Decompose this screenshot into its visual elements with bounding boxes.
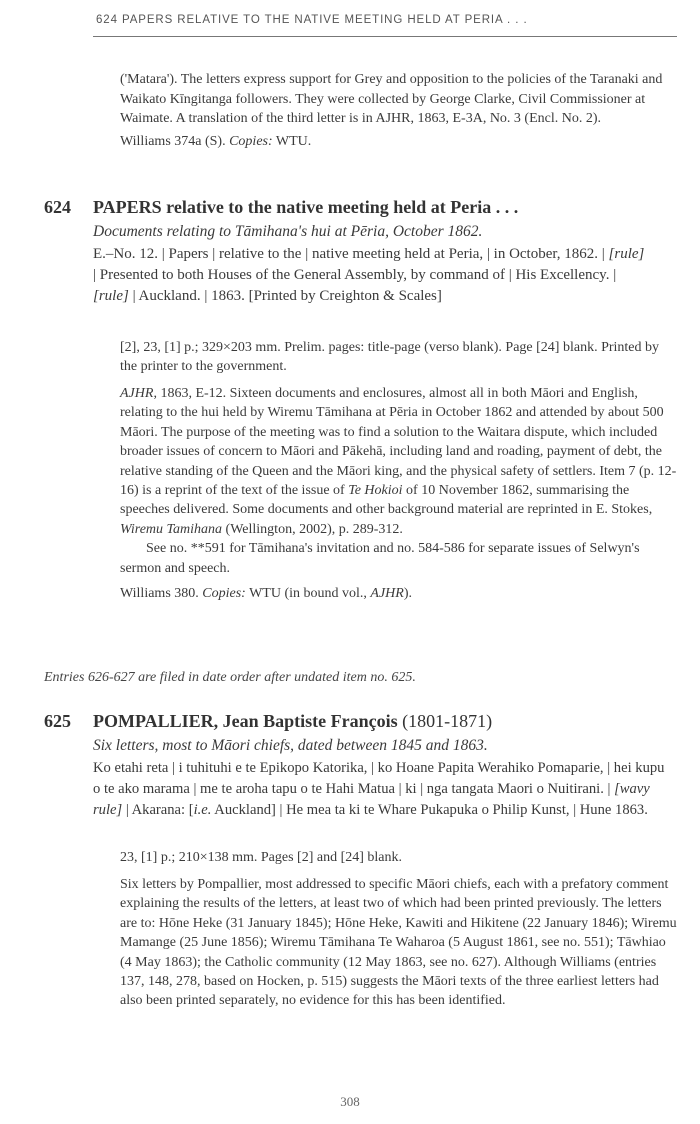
note-text xyxy=(120,384,677,539)
entry-625-dates: (1801-1871) xyxy=(402,711,493,731)
rule-marker: [rule] xyxy=(93,288,129,304)
prev-entry xyxy=(120,70,677,151)
entry-624-subtitle: Documents relating to Tāmihana's hui at Pēria, October 1862. xyxy=(93,223,483,240)
filing-note: Entries 626-627 are filed in date order after undated item no. 625. xyxy=(44,670,416,685)
note-part: , 1863, E-12. Sixteen documents and enclosures, almost all in both Māori and English, relating to the hui held by Wiremu Tāmihana at Pēria in October 1862 and attended by about 500 Māori. The purpose of the meeting was to find a solution to the Waitara dispute, which included broader issues of concern to Māori and Pākehā, including land and roading, payment of debt, the relative standing of the Queen and the Māori king, and the physical safety of settlers. Item 7 (p. 12-16) is a reprint of the text of the issue of xyxy=(120,386,677,499)
prev-copies-label: Copies: xyxy=(229,133,273,149)
imprint-part: Auckland] | He mea ta ki te Whare Pukapuka o Philip Kunst, | Hune 1863. xyxy=(211,802,648,818)
prev-copies-value: WTU. xyxy=(275,133,312,149)
entry-624-title: PAPERS relative to the native meeting held at Peria . . . xyxy=(93,197,519,217)
imprint-part: E.–No. 12. | Papers | relative to the | native meeting held at Peria, | in October, 1862. | xyxy=(93,246,605,262)
prev-entry-holdings xyxy=(120,133,677,152)
entry-625-imprint xyxy=(93,758,673,821)
note-part: of 10 November 1862, summarising the speeches delivered. Some documents and other background material are reprinted in E. Stokes, xyxy=(120,483,653,518)
entry-625-note xyxy=(120,875,677,1011)
williams-ref: Williams 380. xyxy=(120,586,199,602)
running-head: 624 PAPERS RELATIVE TO THE NATIVE MEETING HELD AT PERIA . . . xyxy=(96,14,528,26)
note-text: Six letters by Pompallier, most addressed to specific Māori chiefs, each with a prefatory comment explaining the results of the letters, at least two of which had been printed previously. The letters are to: Hōne Heke (31 January 1845); Hōne Heke, Kawiti and Hikitene (22 January 1846); Wiremu Mamange (25 June 1856); Wiremu Tāmihana Te Waharoa (5 August 1861, see no. 551); Tāwhiao (4 May 1863); the Catholic community (12 May 1863, see no. 627). Although Williams (entries 137, 148, 278, based on Hocken, p. 515) suggests the Māori texts of the three earliest letters had also been printed separately, no evidence for this has been identified. xyxy=(120,877,677,1009)
imprint-part: | Presented to both Houses of the General Assembly, by command of | His Excellency. | xyxy=(93,267,617,283)
rule-marker: [rule] xyxy=(608,246,645,262)
ajhr-ref: AJHR xyxy=(120,386,154,401)
wiremu-ref: Wiremu Tamihana xyxy=(120,521,223,537)
collation-text: [2], 23, [1] p.; 329×203 mm. Prelim. pages: title-page (verso blank). Page [24] blank. Printed by the printer to the government. xyxy=(120,340,660,375)
copies-label: Copies: xyxy=(202,586,246,602)
entry-625-name: POMPALLIER, Jean Baptiste François xyxy=(93,711,398,731)
imprint-part: | Auckland. | 1863. xyxy=(132,288,245,304)
printer-note: [Printed by Creighton & Scales] xyxy=(248,288,442,304)
entry-624-number: 624 xyxy=(44,197,71,217)
copies-value: ). xyxy=(403,586,413,602)
entry-624-note xyxy=(120,384,677,603)
imprint-part: | Akarana: [ xyxy=(125,802,194,818)
header-rule xyxy=(93,36,677,37)
entry-624-holdings xyxy=(120,584,677,603)
entry-625-number: 625 xyxy=(44,711,71,731)
collation-text: 23, [1] p.; 210×138 mm. Pages [2] and [24] blank. xyxy=(120,850,403,865)
entry-625-subtitle: Six letters, most to Māori chiefs, dated between 1845 and 1863. xyxy=(93,737,488,754)
entry-625-collation xyxy=(120,848,677,867)
prev-williams-ref: Williams 374a (S). xyxy=(120,133,226,149)
wavy-rule-marker: [wavy rule] xyxy=(93,781,650,818)
page-number: 308 xyxy=(340,1094,360,1109)
ie-marker: i.e. xyxy=(193,802,212,818)
entry-624-collation xyxy=(120,338,677,377)
entry-625-title xyxy=(93,711,492,732)
prev-entry-note: ('Matara'). The letters express support for Grey and opposition to the policies of the Taranaki and Waikato Kīngitanga followers. They were collected by George Clarke, Civil Commissioner at Waimate. A translation of the third letter is in AJHR, 1863, E-3A, No. 3 (Encl. No. 2). xyxy=(120,72,663,127)
copies-value: WTU (in bound vol., xyxy=(249,586,371,602)
copies-ajhr: AJHR xyxy=(370,586,404,602)
te-hokioi-ref: Te Hokioi xyxy=(348,483,403,499)
entry-624-imprint xyxy=(93,244,649,307)
imprint-part: Ko etahi reta | i tuhituhi e te Epikopo Katorika, | ko Hoane Papita Werahiko Pomaparie, | hei kupu o te ako marama | me te aroha tapu o te Hahi Matua | ki | nga tangata Maori o Nuitirani. | xyxy=(93,760,665,797)
note-part: (Wellington, 2002), p. 289-312. xyxy=(222,521,403,537)
see-also-note: See no. **591 for Tāmihana's invitation and no. 584-586 for separate issues of Selwyn's sermon and speech. xyxy=(120,541,640,576)
